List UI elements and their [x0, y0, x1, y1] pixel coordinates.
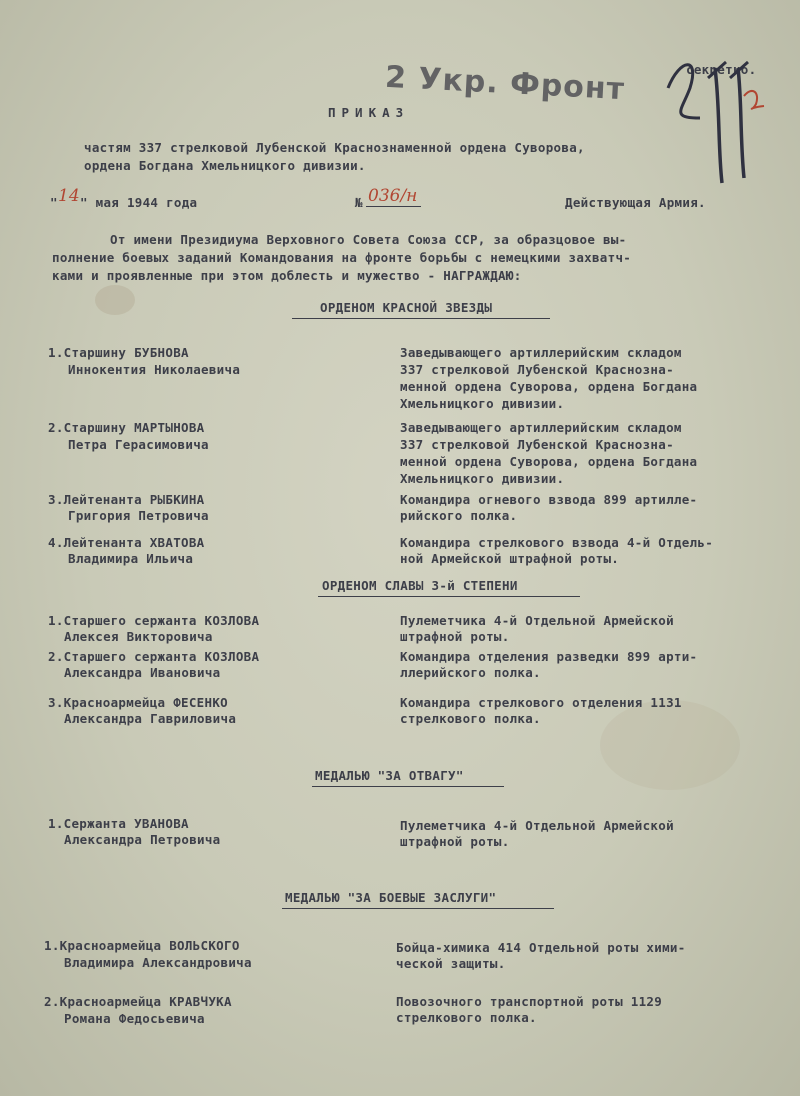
award-name: 1.Старшего сержанта КОЗЛОВА: [48, 613, 260, 628]
date-text: " мая 1944 года: [80, 195, 198, 210]
section-heading-glory: ОРДЕНОМ СЛАВЫ 3-й СТЕПЕНИ: [322, 578, 518, 593]
section-heading-valor: МЕДАЛЬЮ "ЗА ОТВАГУ": [315, 768, 464, 783]
award-name-patronymic: Григория Петровича: [68, 508, 209, 523]
award-name-patronymic: Алексея Викторовича: [64, 629, 213, 644]
award-desc-line: штрафной роты.: [400, 629, 510, 644]
subtitle-line: ордена Богдана Хмельницкого дивизии.: [84, 158, 366, 173]
award-name: 2.Старшего сержанта КОЗЛОВА: [48, 649, 260, 664]
order-number-handwritten: 036/н: [368, 186, 418, 206]
award-desc-line: Пулеметчика 4-й Отдельной Армейской: [400, 613, 674, 628]
award-name: 1.Старшину БУБНОВА: [48, 345, 189, 360]
award-desc-line: Заведывающего артиллерийским складом: [400, 420, 682, 435]
award-name-patronymic: Владимира Александровича: [64, 955, 252, 970]
award-desc-line: 337 стрелковой Лубенской Краснозна-: [400, 362, 674, 377]
secret-mark: секретно.: [686, 62, 757, 77]
heading-underline: [292, 318, 550, 319]
subtitle-line: частям 337 стрелковой Лубенской Краснознаменной ордена Суворова,: [84, 140, 585, 155]
section-heading-merit: МЕДАЛЬЮ "ЗА БОЕВЫЕ ЗАСЛУГИ": [285, 890, 497, 905]
section-heading-red-star: ОРДЕНОМ КРАСНОЙ ЗВЕЗДЫ: [320, 300, 493, 315]
order-number-underline: [366, 206, 421, 207]
handwritten-number-icon: [660, 48, 770, 188]
paper-stain: [600, 700, 740, 790]
preamble-line: От имени Президиума Верховного Совета Союза ССР, за образцовое вы-: [110, 232, 627, 247]
award-desc-line: штрафной роты.: [400, 834, 510, 849]
heading-underline: [312, 786, 504, 787]
date-open-quote: ": [50, 195, 58, 210]
award-desc-line: Командира огневого взвода 899 артилле-: [400, 492, 698, 507]
award-name-patronymic: Александра Петровича: [64, 832, 221, 847]
award-desc-line: стрелкового полка.: [400, 711, 541, 726]
award-desc-line: ческой защиты.: [396, 956, 506, 971]
order-number-sign: №: [355, 195, 363, 210]
page-title: ПРИКАЗ: [328, 105, 410, 120]
award-desc-line: рийского полка.: [400, 508, 518, 523]
award-desc-line: Повозочного транспортной роты 1129: [396, 994, 663, 1009]
award-name-patronymic: Романа Федосьевича: [64, 1011, 205, 1026]
award-desc-line: Командира отделения разведки 899 арти-: [400, 649, 698, 664]
award-desc-line: Хмельницкого дивизии.: [400, 471, 565, 486]
award-desc-line: Командира стрелкового отделения 1131: [400, 695, 682, 710]
award-desc-line: ной Армейской штрафной роты.: [400, 551, 620, 566]
award-name-patronymic: Александра Гавриловича: [64, 711, 237, 726]
award-name-patronymic: Александра Ивановича: [64, 665, 221, 680]
award-name-patronymic: Петра Герасимовича: [68, 437, 209, 452]
preamble-line: ками и проявленные при этом доблесть и мужество - НАГРАЖДАЮ:: [52, 268, 522, 283]
award-name: 1.Сержанта УВАНОВА: [48, 816, 189, 831]
award-name: 1.Красноармейца ВОЛЬСКОГО: [44, 938, 240, 953]
heading-underline: [282, 908, 554, 909]
award-desc-line: ллерийского полка.: [400, 665, 541, 680]
award-desc-line: Хмельницкого дивизии.: [400, 396, 565, 411]
preamble-line: полнение боевых заданий Командования на фронте борьбы с немецкими захватч-: [52, 250, 632, 265]
heading-underline: [318, 596, 580, 597]
award-name-patronymic: Иннокентия Николаевича: [68, 362, 241, 377]
award-name: 4.Лейтенанта ХВАТОВА: [48, 535, 205, 550]
award-desc-line: 337 стрелковой Лубенской Краснозна-: [400, 437, 674, 452]
award-name: 2.Красноармейца КРАВЧУКА: [44, 994, 232, 1009]
award-name: 2.Старшину МАРТЫНОВА: [48, 420, 205, 435]
award-desc-line: менной ордена Суворова, ордена Богдана: [400, 379, 698, 394]
award-name: 3.Красноармейца ФЕСЕНКО: [48, 695, 228, 710]
award-desc-line: Командира стрелкового взвода 4-й Отдель-: [400, 535, 714, 550]
award-desc-line: Заведывающего артиллерийским складом: [400, 345, 682, 360]
award-desc-line: менной ордена Суворова, ордена Богдана: [400, 454, 698, 469]
front-stamp: 2 Укр. Фронт: [384, 59, 626, 108]
date-day-handwritten: 14: [58, 186, 80, 206]
award-desc-line: Пулеметчика 4-й Отдельной Армейской: [400, 818, 674, 833]
paper-stain: [95, 285, 135, 315]
army-label: Действующая Армия.: [565, 195, 706, 210]
award-name: 3.Лейтенанта РЫБКИНА: [48, 492, 205, 507]
award-desc-line: стрелкового полка.: [396, 1010, 537, 1025]
award-desc-line: Бойца-химика 414 Отдельной роты хими-: [396, 940, 686, 955]
award-name-patronymic: Владимира Ильича: [68, 551, 194, 566]
